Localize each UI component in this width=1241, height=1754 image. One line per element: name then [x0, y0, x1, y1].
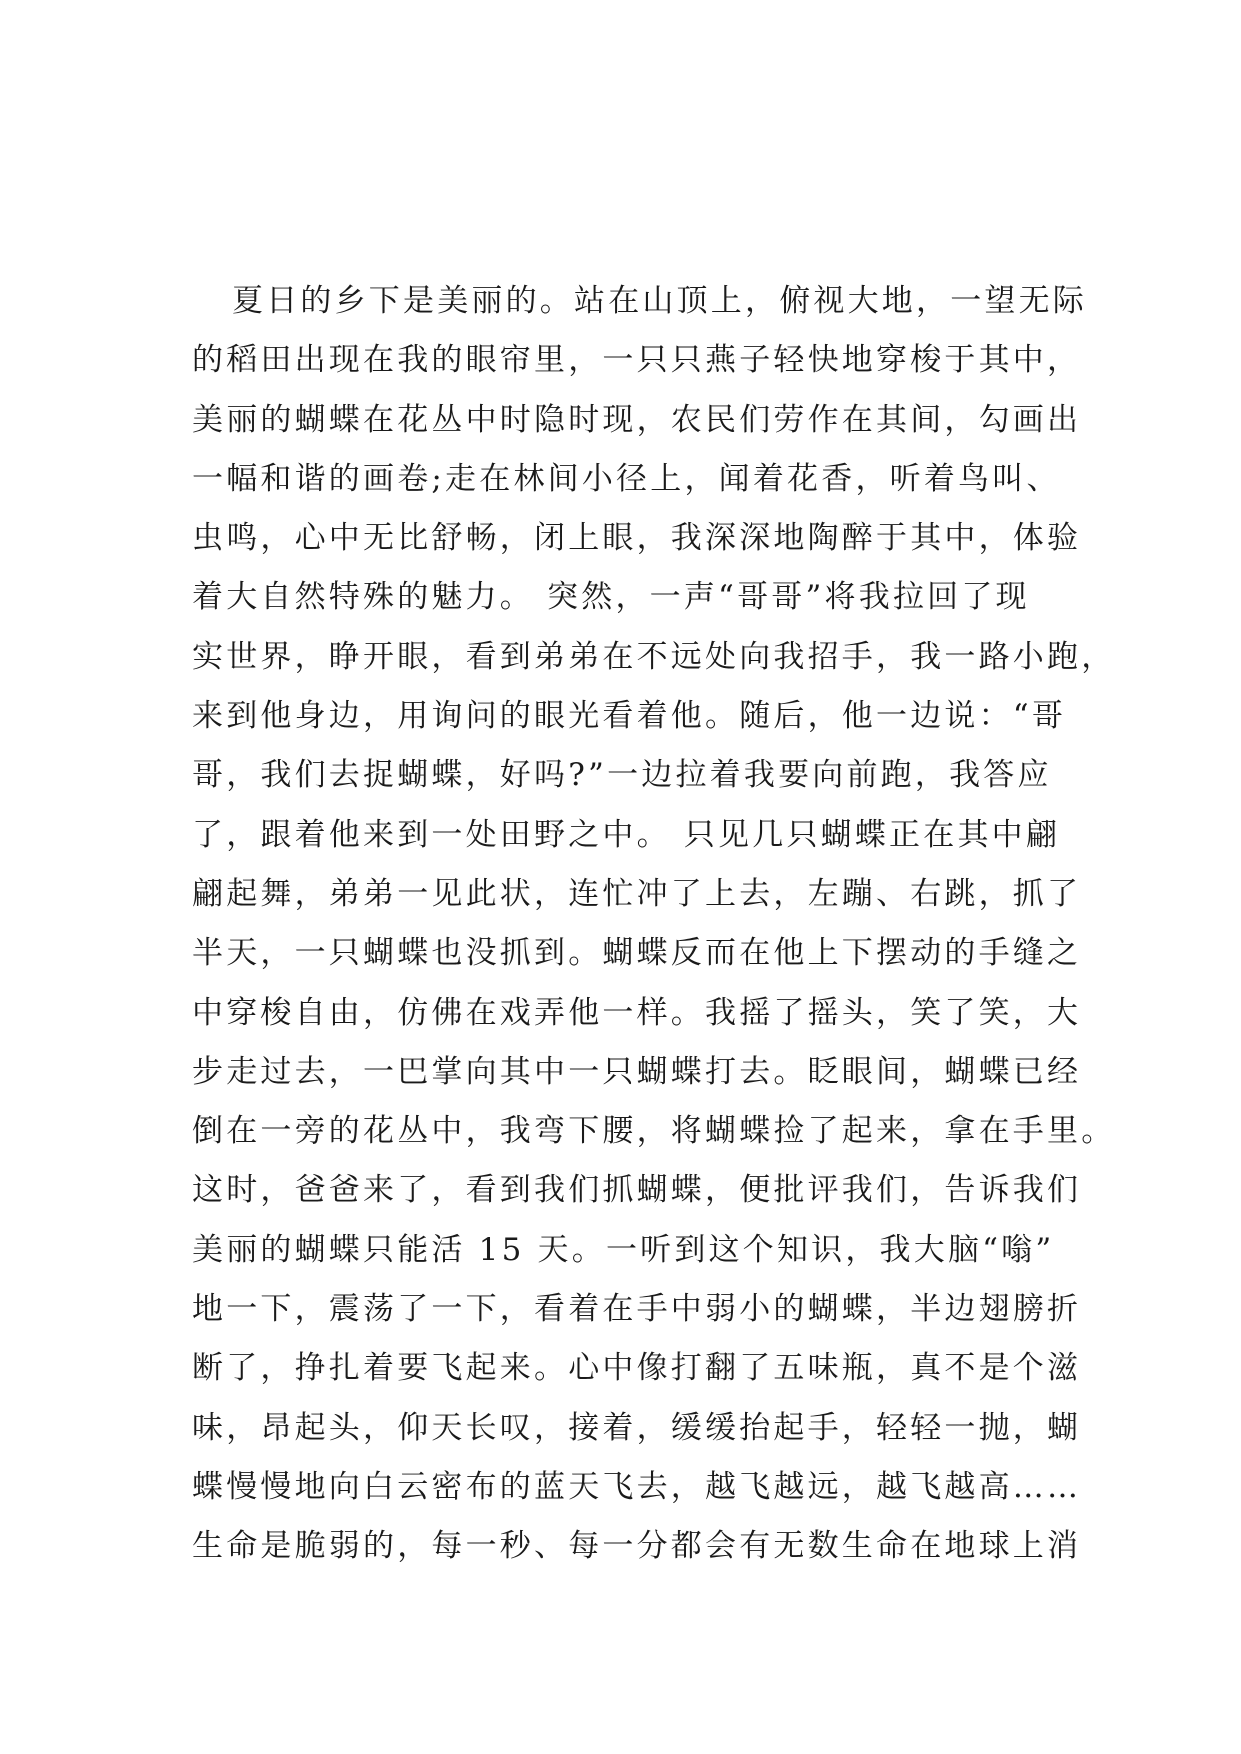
text-line: 实世界，睁开眼，看到弟弟在不远处向我招手，我一路小跑，	[192, 638, 1116, 675]
text-line: 夏日的乡下是美丽的。站在山顶上，俯视大地，一望无际	[232, 283, 1087, 319]
text-line: 美丽的蝴蝶在花丛中时隐时现，农民们劳作在其间，勾画出	[192, 401, 1082, 438]
body-text	[192, 272, 1116, 1577]
text-line: 这时，爸爸来了，看到我们抓蝴蝶，便批评我们，告诉我们	[192, 1172, 1082, 1209]
text-line: 来到他身边，用询问的眼光看着他。随后，他一边说：“哥	[192, 698, 1067, 735]
text-line: 虫鸣，心中无比舒畅，闭上眼，我深深地陶醉于其中，体验	[192, 520, 1082, 557]
text-line: 的稻田出现在我的眼帘里，一只只燕子轻快地穿梭于其中，	[192, 342, 1082, 379]
text-line: 美丽的蝴蝶只能活 15 天。一听到这个知识，我大脑“嗡”	[192, 1231, 1055, 1268]
text-line: 了，跟着他来到一处田野之中。 只见几只蝴蝶正在其中翩	[192, 816, 1061, 853]
text-line: 中穿梭自由，仿佛在戏弄他一样。我摇了摇头，笑了笑，大	[192, 994, 1082, 1031]
text-line: 翩起舞，弟弟一见此状，连忙冲了上去，左蹦、右跳，抓了	[192, 875, 1082, 912]
text-line: 一幅和谐的画卷;走在林间小径上，闻着花香，听着鸟叫、	[192, 460, 1061, 497]
text-line: 着大自然特殊的魅力。 突然，一声“哥哥”将我拉回了现	[192, 579, 1030, 616]
text-line: 半天，一只蝴蝶也没抓到。蝴蝶反而在他上下摆动的手缝之	[192, 935, 1082, 972]
text-line: 生命是脆弱的，每一秒、每一分都会有无数生命在地球上消	[192, 1528, 1082, 1565]
text-line: 倒在一旁的花丛中，我弯下腰，将蝴蝶捡了起来，拿在手里。	[192, 1113, 1116, 1150]
text-line: 步走过去，一巴掌向其中一只蝴蝶打去。眨眼间，蝴蝶已经	[192, 1053, 1082, 1090]
text-line: 蝶慢慢地向白云密布的蓝天飞去，越飞越远，越飞越高……	[192, 1468, 1082, 1505]
text-line: 地一下，震荡了一下，看着在手中弱小的蝴蝶，半边翅膀折	[192, 1291, 1082, 1328]
text-line: 断了，挣扎着要飞起来。心中像打翻了五味瓶，真不是个滋	[192, 1350, 1082, 1387]
text-line: 味，昂起头，仰天长叹，接着，缓缓抬起手，轻轻一抛，蝴	[192, 1409, 1082, 1446]
text-line: 哥，我们去捉蝴蝶，好吗?”一边拉着我要向前跑，我答应	[192, 757, 1052, 794]
